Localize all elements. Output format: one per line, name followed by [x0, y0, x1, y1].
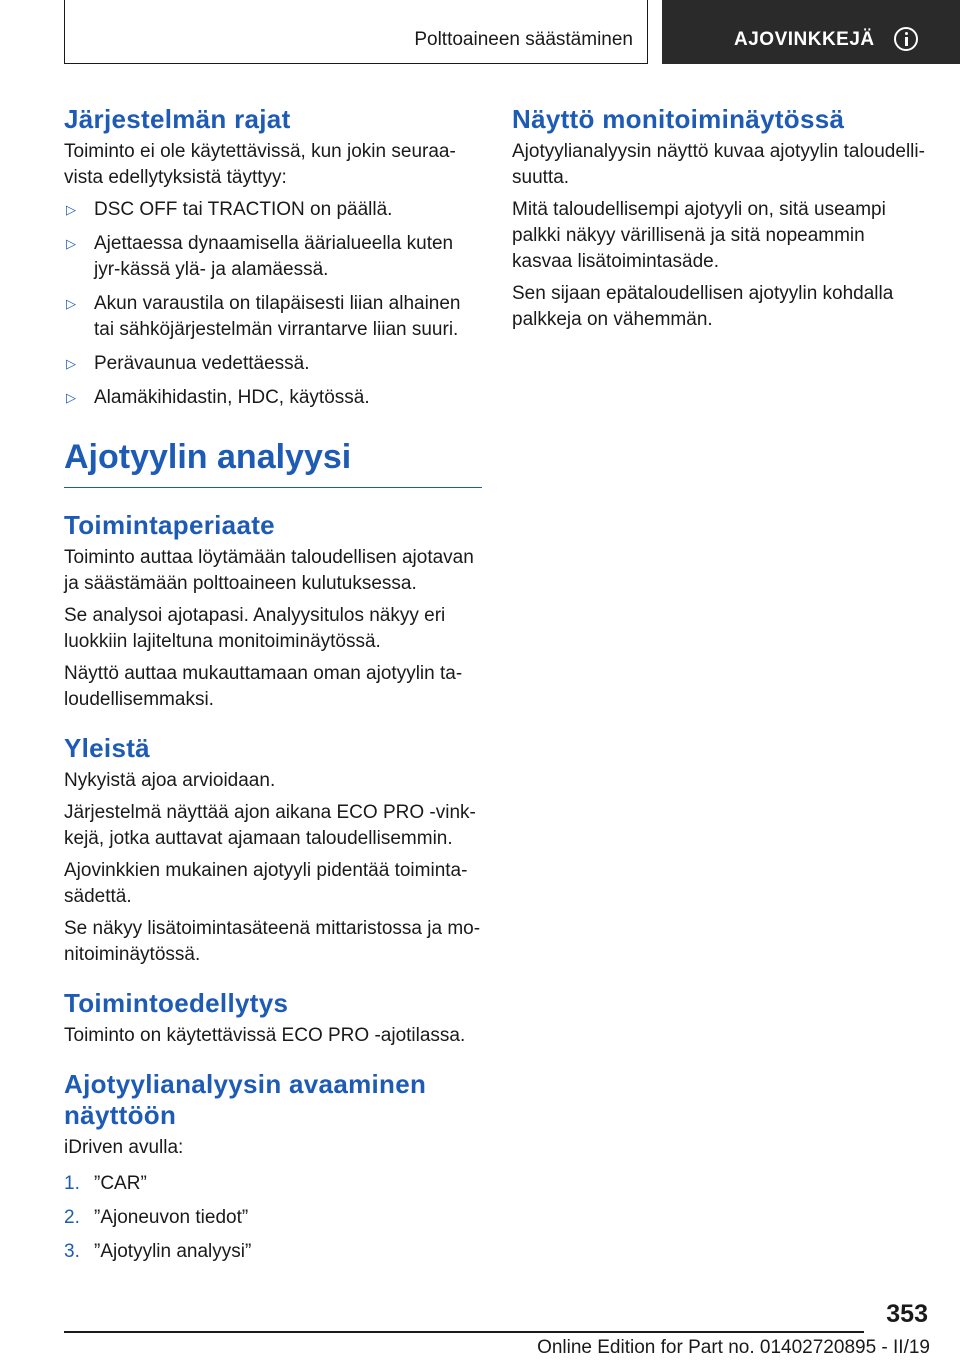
paragraph: Toiminto auttaa löytämään taloudellisen ajotavan ja säästämään polttoaineen kulutuksessa.: [64, 547, 474, 594]
main-heading-wrap: [64, 437, 482, 488]
paragraph: Ajovinkkien mukainen ajotyyli pidentää toiminta-sädettä.: [64, 860, 468, 907]
footer-divider: [64, 1331, 864, 1333]
left-column: [64, 104, 482, 1273]
triangle-bullet-icon: ▷: [66, 356, 76, 371]
list-item: ▷ DSC OFF tai TRACTION on päällä.: [64, 197, 482, 223]
list-item: ▷ Perävaunua vedettäessä.: [64, 351, 482, 377]
step-number: 2.: [64, 1207, 80, 1228]
paragraph: Toiminto on käytettävissä ECO PRO -ajotilassa.: [64, 1025, 466, 1046]
triangle-bullet-icon: ▷: [66, 296, 76, 311]
paragraph: Toiminto ei ole käytettävissä, kun jokin seuraa-vista edellytyksistä täyttyy:: [64, 141, 456, 188]
main-heading: Ajotyylin analyysi: [64, 438, 352, 476]
info-icon: [894, 27, 918, 51]
right-column: [512, 104, 930, 339]
bullet-list: [64, 197, 482, 411]
paragraph: Mitä taloudellisempi ajotyyli on, sitä useampi palkki näkyy värillisenä ja sitä nopeammin kasvaa lisätoimintasäde.: [512, 199, 886, 272]
section-heading-requirements: Toimintoedellytys: [64, 988, 289, 1018]
section-heading-principle: Toimintaperiaate: [64, 510, 275, 540]
header-subtitle: Polttoaineen säästäminen: [414, 29, 633, 50]
footer-edition: Online Edition for Part no. 01402720895 - II/19: [537, 1337, 930, 1358]
paragraph: Ajotyylianalyysin näyttö kuvaa ajotyylin taloudelli-suutta.: [512, 141, 925, 188]
section-heading-opening: Ajotyylianalyysin avaaminen näyttöön: [64, 1069, 427, 1130]
chapter-tab[interactable]: [662, 0, 960, 64]
triangle-bullet-icon: ▷: [66, 202, 76, 217]
section-heading-display: Näyttö monitoiminäytössä: [512, 104, 845, 134]
paragraph: Näyttö auttaa mukauttamaan oman ajotyylin ta-loudellisemmaksi.: [64, 663, 463, 710]
section-heading-system-limits: Järjestelmän rajat: [64, 104, 291, 134]
page-number: 353: [886, 1300, 928, 1328]
list-item: ▷ Alamäkihidastin, HDC, käytössä.: [64, 385, 482, 411]
step-number: 1.: [64, 1173, 80, 1194]
list-item: ▷ Akun varaustila on tilapäisesti liian alhainen tai sähköjärjestelmän virrantarve liian suuri.: [66, 293, 461, 340]
chapter-tab-label: AJOVINKKEJÄ: [734, 29, 875, 50]
paragraph: Se näkyy lisätoimintasäteenä mittaristossa ja mo-nitoiminäytössä.: [64, 918, 481, 965]
section-heading-general: Yleistä: [64, 733, 150, 763]
paragraph: iDriven avulla:: [64, 1137, 184, 1158]
triangle-bullet-icon: ▷: [66, 236, 76, 251]
step-number: 3.: [64, 1241, 80, 1262]
header-box: [64, 0, 648, 64]
step-item: 1. ”CAR”: [64, 1171, 482, 1197]
paragraph: Järjestelmä näyttää ajon aikana ECO PRO -vink-kejä, jotka auttavat ajamaan taloudellisemmin.: [64, 802, 476, 849]
paragraph: Sen sijaan epätaloudellisen ajotyylin kohdalla palkkeja on vähemmän.: [512, 283, 894, 330]
step-item: 3. ”Ajotyylin analyysi”: [64, 1239, 482, 1265]
paragraph: Nykyistä ajoa arvioidaan.: [64, 770, 276, 791]
list-item: ▷ Ajettaessa dynaamisella äärialueella kuten jyr-kässä ylä- ja alamäessä.: [66, 233, 454, 280]
triangle-bullet-icon: ▷: [66, 390, 76, 405]
step-list: [64, 1171, 482, 1265]
paragraph: Se analysoi ajotapasi. Analyysitulos näkyy eri luokkiin lajiteltuna monitoiminäytössä.: [64, 605, 446, 652]
step-item: 2. ”Ajoneuvon tiedot”: [64, 1205, 482, 1231]
